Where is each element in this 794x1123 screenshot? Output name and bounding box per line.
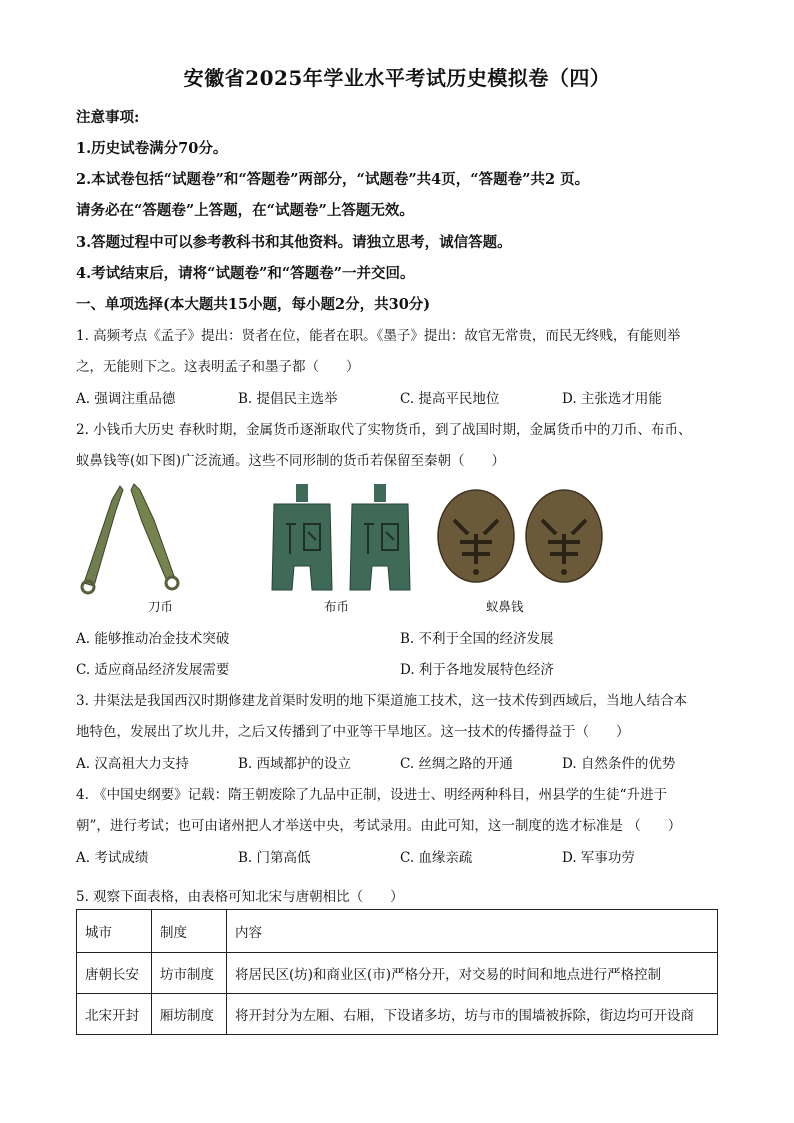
note-item: 请务必在“答题卷”上答题，在“试题卷”上答题无效。 bbox=[76, 202, 414, 219]
q1-option-a[interactable]: A. 强调注重品德 bbox=[76, 391, 176, 407]
q5-table bbox=[76, 909, 718, 1035]
q4-option-d[interactable]: D. 军事功劳 bbox=[562, 850, 635, 866]
table-header-cell: 内容 bbox=[227, 910, 718, 953]
ant-nose-coin-label: 蚁鼻钱 bbox=[486, 599, 524, 614]
q1-stem-line2: 之，无能则下之。这表明孟子和墨子都（ ） bbox=[76, 359, 360, 375]
table-cell: 将开封分为左厢、右厢，下设诸多坊，坊与市的围墙被拆除，街边均可开设商 bbox=[227, 994, 718, 1035]
q4-stem-line2: 朝”，进行考试；也可由诸州把人才举送中央，考试录用。由此可知，这一制度的选才标准是 （ ） bbox=[76, 818, 682, 834]
q3-option-a[interactable]: A. 汉高祖大力支持 bbox=[76, 756, 189, 772]
q1-option-b[interactable]: B. 提倡民主选举 bbox=[238, 391, 338, 407]
q3-option-b[interactable]: B. 西域都护的设立 bbox=[238, 756, 352, 772]
q1-stem-line1: 1. 高频考点《孟子》提出：贤者在位，能者在职。《墨子》提出：故官无常贵，而民无终贱，有能则举 bbox=[76, 328, 681, 344]
q2-stem-line2: 蚁鼻钱等(如下图)广泛流通。这些不同形制的货币若保留至秦朝（ ） bbox=[76, 453, 506, 469]
note-item: 3.答题过程中可以参考教科书和其他资料。请独立思考，诚信答题。 bbox=[76, 234, 512, 251]
table-cell: 厢坊制度 bbox=[152, 994, 227, 1035]
q2-option-a[interactable]: A. 能够推动冶金技术突破 bbox=[76, 631, 230, 647]
q1-option-c[interactable]: C. 提高平民地位 bbox=[400, 391, 500, 407]
table-cell: 坊市制度 bbox=[152, 953, 227, 994]
table-cell: 唐朝长安 bbox=[77, 953, 152, 994]
notes-heading: 注意事项: bbox=[76, 109, 140, 126]
table-cell: 将居民区(坊)和商业区(市)严格分开，对交易的时间和地点进行严格控制 bbox=[227, 953, 718, 994]
note-item: 2.本试卷包括“试题卷”和“答题卷”两部分，“试题卷”共4页，“答题卷”共2 页。 bbox=[76, 171, 590, 188]
q5-stem: 5. 观察下面表格，由表格可知北宋与唐朝相比（ ） bbox=[76, 889, 404, 905]
q3-stem-line2: 地特色，发展出了坎儿井，之后又传播到了中亚等干旱地区。这一技术的传播得益于（ ） bbox=[76, 724, 630, 740]
note-item: 1.历史试卷满分70分。 bbox=[76, 140, 228, 157]
spade-coin-image bbox=[272, 484, 410, 590]
q4-option-c[interactable]: C. 血缘亲疏 bbox=[400, 850, 473, 866]
table-cell: 北宋开封 bbox=[77, 994, 152, 1035]
spade-coin-label: 布币 bbox=[324, 599, 350, 614]
table-header-cell: 城市 bbox=[77, 910, 152, 953]
q2-option-d[interactable]: D. 利于各地发展特色经济 bbox=[400, 662, 554, 678]
q1-option-d[interactable]: D. 主张选才用能 bbox=[562, 391, 662, 407]
ant-nose-coin-image bbox=[438, 490, 602, 582]
q2-coin-figure bbox=[76, 480, 716, 615]
q4-option-b[interactable]: B. 门第高低 bbox=[238, 850, 311, 866]
table-row bbox=[77, 994, 718, 1035]
table-header-row bbox=[77, 910, 718, 953]
coin-images bbox=[76, 480, 716, 615]
q4-stem-line1: 4. 《中国史纲要》记载：隋王朝废除了九品中正制，设进士、明经两种科目，州县学的生徒“升进于 bbox=[76, 787, 668, 803]
section-heading: 一、单项选择(本大题共15小题，每小题2分，共30分) bbox=[76, 296, 431, 313]
q2-option-c[interactable]: C. 适应商品经济发展需要 bbox=[76, 662, 230, 678]
q3-option-c[interactable]: C. 丝绸之路的开通 bbox=[400, 756, 513, 772]
page-title: 安徽省2025年学业水平考试历史模拟卷（四） bbox=[183, 66, 611, 90]
knife-coin-image bbox=[82, 484, 178, 593]
q3-option-d[interactable]: D. 自然条件的优势 bbox=[562, 756, 676, 772]
knife-coin-label: 刀币 bbox=[148, 599, 174, 614]
table-header-cell: 制度 bbox=[152, 910, 227, 953]
note-item: 4.考试结束后，请将“试题卷”和“答题卷”一并交回。 bbox=[76, 265, 415, 282]
q2-stem-line1: 2. 小钱币大历史 春秋时期，金属货币逐渐取代了实物货币，到了战国时期，金属货币中的刀币、布币、 bbox=[76, 422, 692, 438]
q4-option-a[interactable]: A. 考试成绩 bbox=[76, 850, 149, 866]
q2-option-b[interactable]: B. 不利于全国的经济发展 bbox=[400, 631, 554, 647]
table-row bbox=[77, 953, 718, 994]
q3-stem-line1: 3. 井渠法是我国西汉时期修建龙首渠时发明的地下渠道施工技术，这一技术传到西域后，当地人结合本 bbox=[76, 693, 688, 709]
